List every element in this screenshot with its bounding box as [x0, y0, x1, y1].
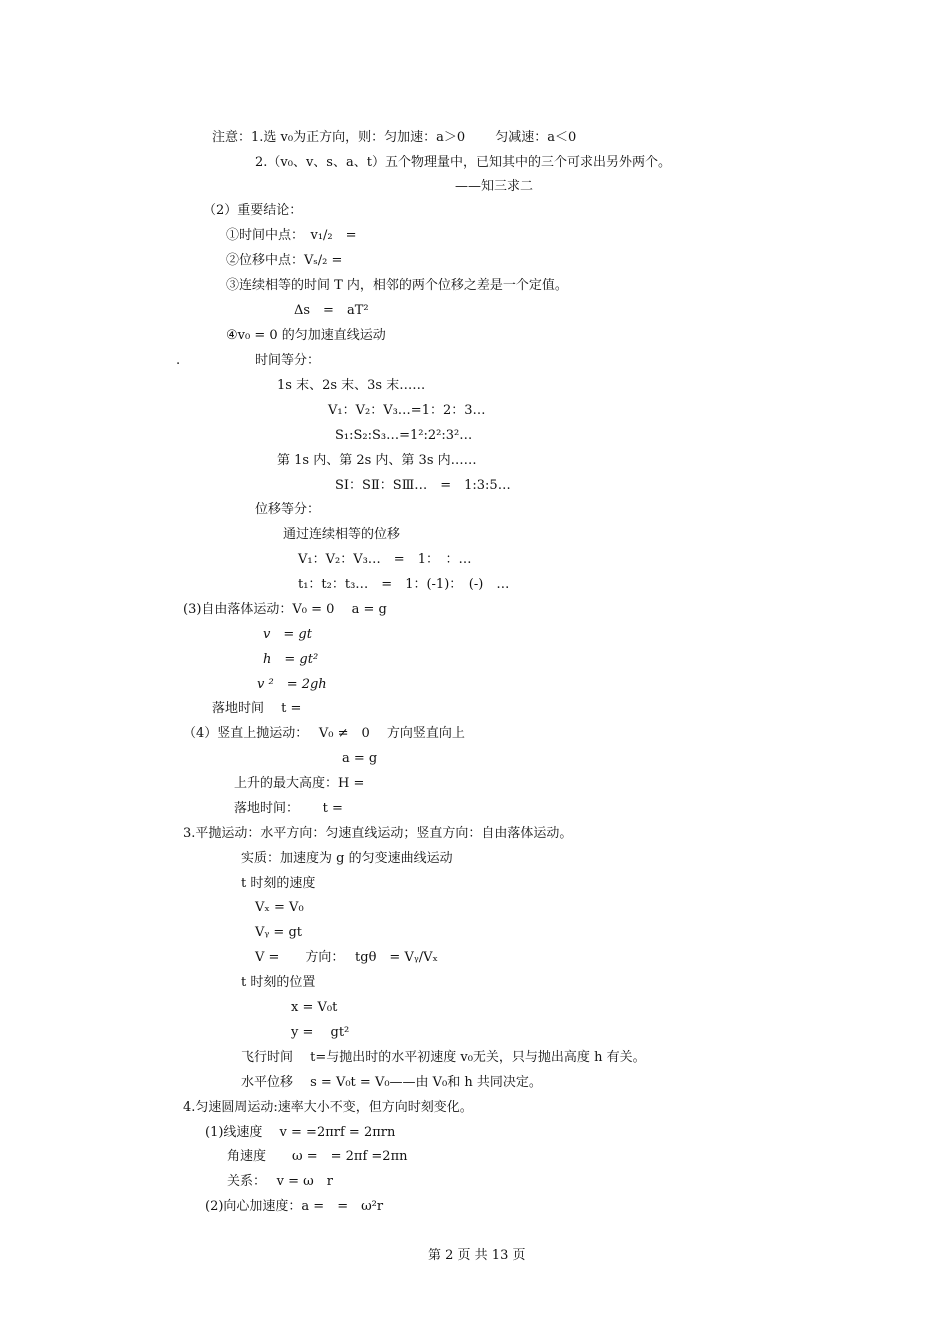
text-line: 第 1s 内、第 2s 内、第 3s 内…… [277, 453, 477, 468]
formula: t₁：t₂：t₃… = 1：(-1)： (-) … [298, 577, 510, 592]
text-line: 2.（v₀、v、s、a、t）五个物理量中，已知其中的三个可求出另外两个。 [255, 155, 671, 170]
text-line: ①时间中点： v₁/₂ = [226, 228, 357, 243]
text-line: . [176, 353, 181, 368]
formula: V₁：V₂：V₃… = 1： ：… [298, 552, 472, 567]
formula: V₁：V₂：V₃…=1：2：3… [328, 403, 486, 418]
text-line: ——知三求二 [455, 179, 534, 194]
formula: V = 方向： tgθ = Vᵧ/Vₓ [255, 950, 439, 965]
text-line: 飞行时间 t=与抛出时的水平初速度 v₀无关，只与抛出高度 h 有关。 [241, 1050, 646, 1065]
section-heading: （4）竖直上抛运动： V₀ ≠ 0 方向竖直向上 [183, 726, 465, 741]
section-heading: (3)自由落体运动：V₀ = 0 a = g [183, 602, 387, 617]
text-line: ③连续相等的时间 T 内，相邻的两个位移之差是一个定值。 [226, 278, 568, 293]
text-line: 水平位移 s = V₀t = V₀——由 V₀和 h 共同决定。 [241, 1075, 542, 1090]
text-line: 落地时间： t = [234, 801, 343, 816]
text-line: 位移等分： [255, 502, 321, 517]
text-line: ④v₀ = 0 的匀加速直线运动 [226, 328, 386, 343]
text-line: 实质：加速度为 g 的匀变速曲线运动 [241, 851, 453, 866]
formula: v = gt [263, 627, 312, 642]
text-line: (2)向心加速度：a = = ω²r [205, 1199, 384, 1214]
text-line: ②位移中点：Vₛ/₂ = [226, 253, 343, 268]
text-line: 1s 末、2s 末、3s 末…… [277, 378, 426, 393]
text-line: 角速度 ω = = 2πf =2πn [227, 1149, 408, 1164]
section-heading: 4.匀速圆周运动:速率大小不变，但方向时刻变化。 [183, 1100, 473, 1115]
formula: y = gt² [291, 1025, 350, 1040]
formula: x = V₀t [291, 1000, 338, 1015]
text-line: t 时刻的速度 [241, 876, 316, 891]
section-heading: （2）重要结论： [203, 203, 303, 218]
text-line: 通过连续相等的位移 [283, 527, 401, 542]
formula: Δs = aT² [294, 303, 369, 318]
page-footer: 第 2 页 共 13 页 [428, 1248, 526, 1263]
formula: a = g [342, 751, 378, 766]
text-line: 落地时间 t = [212, 701, 302, 716]
text-line: 时间等分： [255, 353, 321, 368]
formula: S₁:S₂:S₃…=1²:2²:3²… [335, 428, 473, 443]
formula: h = gt² [263, 652, 319, 667]
text-line: 关系： v = ω r [227, 1174, 333, 1189]
text-line: t 时刻的位置 [241, 975, 316, 990]
formula: v ² = 2gh [257, 677, 327, 692]
text-line: 注意：1.选 v₀为正方向，则：匀加速：a＞0 匀减速：a＜0 [212, 130, 577, 145]
formula: Vₓ = V₀ [255, 900, 304, 915]
formula: Vᵧ = gt [255, 925, 302, 940]
section-heading: 3.平抛运动：水平方向：匀速直线运动；竖直方向：自由落体运动。 [183, 826, 573, 841]
text-line: 上升的最大高度：H = [234, 776, 365, 791]
text-line: (1)线速度 v = =2πrf = 2πrn [205, 1125, 396, 1140]
formula: SⅠ：SⅡ：SⅢ… = 1:3:5… [335, 478, 511, 493]
